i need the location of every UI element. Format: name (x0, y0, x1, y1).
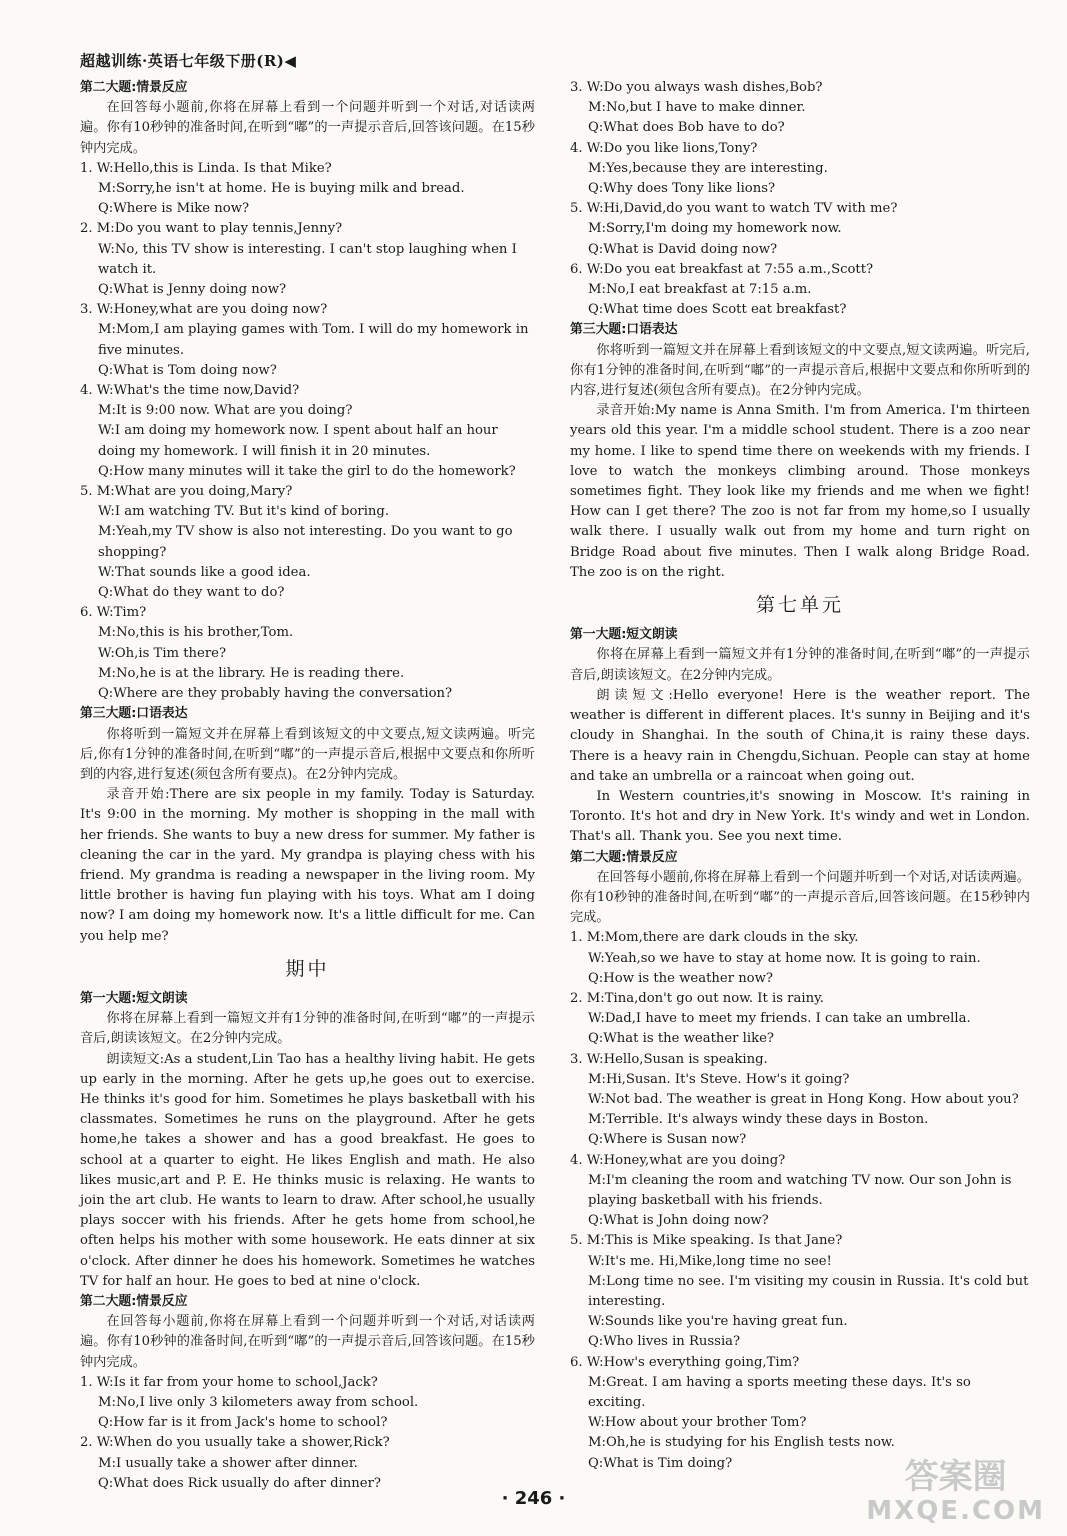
dialogue-line: Q:What is Jenny doing now? (98, 282, 287, 298)
section-heading: 第二大题:情景反应 (570, 849, 678, 865)
question-line: 3. W:Do you always wash dishes,Bob? (570, 80, 823, 95)
paragraph: 你将听到一篇短文并在屏幕上看到该短文的中文要点,短文读两遍。听完后,你有1分钟的准备时间,在听到“嘟”的一声提示音后,根据中文要点和你所听到的内容,进行复述(须包含所有要点)。在2分钟内完成。 (80, 726, 535, 782)
question-line: 5. M:This is Mike speaking. Is that Jane? (570, 1233, 843, 1249)
question-line: 4. W:What's the time now,David? (80, 383, 300, 399)
section-heading: 第一大题:短文朗读 (570, 627, 678, 643)
dialogue-line: M:Yes,because they are interesting. (588, 160, 828, 176)
dialogue-line: W:I am doing my homework now. I spent about half an hour doing my homework. I will finish it in 20 minutes. (98, 423, 498, 459)
dialogue-line: W:Sounds like you're having great fun. (588, 1314, 848, 1330)
dialogue-line: M:No,he is at the library. He is reading there. (98, 665, 405, 681)
dialogue-line: Q:What does Rick usually do after dinner? (98, 1475, 381, 1491)
dialogue-line: W:Not bad. The weather is great in Hong Kong. How about you? (588, 1091, 1019, 1107)
paragraph: 录音开始:There are six people in my family. Today is Saturday. It's 9:00 in the morning. My mother is shopping in the mall with her friends. She wants to buy a new dress for summer. My father is cleaning the car in the yard. My grandpa is playing chess with his friend. My grandma is reading a newspaper in the living room. My little brother is having fun playing with his toys. What am I doing now? I am doing my homework now. It's a little difficult for me. Can you help me? (80, 787, 535, 944)
dialogue-line: M:I usually take a shower after dinner. (98, 1455, 358, 1471)
dialogue-line: Q:What is John doing now? (588, 1213, 769, 1229)
dialogue-line: M:Oh,he is studying for his English tests now. (588, 1435, 895, 1451)
question-line: 5. W:Hi,David,do you want to watch TV with me? (570, 201, 898, 217)
question-line: 2. M:Do you want to play tennis,Jenny? (80, 221, 343, 237)
dialogue-line: Q:What does Bob have to do? (588, 120, 785, 136)
dialogue-line: W:Yeah,so we have to stay at home now. It is going to rain. (588, 950, 981, 966)
dialogue-line: M:Mom,I am playing games with Tom. I will do my homework in five minutes. (98, 322, 529, 358)
dialogue-line: W:That sounds like a good idea. (98, 564, 311, 580)
question-line: 6. W:Tim? (80, 605, 147, 621)
dialogue-line: W:How about your brother Tom? (588, 1415, 807, 1431)
question-line: 6. W:How's everything going,Tim? (570, 1354, 800, 1370)
unit-title: 第七单元 (755, 594, 844, 617)
paragraph: In Western countries,it's snowing in Moscow. It's raining in Toronto. It's hot and dry in New York. It's windy and wet in London. That's all. Thank you. See you next time. (570, 788, 1030, 845)
watermark-top: 答案圈 (904, 1457, 1007, 1497)
question-line: 6. W:Do you eat breakfast at 7:55 a.m.,Scott? (570, 261, 874, 277)
dialogue-line: Q:Where is Susan now? (588, 1132, 747, 1148)
running-header: 超越训练·英语七年级下册(R)◀ (80, 52, 297, 70)
dialogue-line: M:Hi,Susan. It's Steve. How's it going? (588, 1071, 850, 1087)
watermark-bottom: MXQE.COM (866, 1496, 1045, 1526)
dialogue-line: Q:How many minutes will it take the girl to do the homework? (98, 463, 516, 479)
paragraph: 朗读短文:Hello everyone! Here is the weather report. The weather is different in different places. It's sunny in Beijing and it's cloudy in Shanghai. In the south of China,it is rainy these days. There is a heavy rain in Chengdu,Sichuan. People can stay at home and take an umbrella or a raincoat when going out. (570, 687, 1030, 784)
question-line: 5. M:What are you doing,Mary? (80, 484, 293, 500)
paragraph: 你将听到一篇短文并在屏幕上看到该短文的中文要点,短文读两遍。听完后,你有1分钟的准备时间,在听到“嘟”的一声提示音后,根据中文要点和你所听到的内容,进行复述(须包含所有要点)。在2分钟内完成。 (570, 342, 1030, 399)
section-heading: 第二大题:情景反应 (80, 1293, 188, 1309)
dialogue-line: M:Great. I am having a sports meeting these days. It's so exciting. (588, 1374, 971, 1410)
dialogue-line: W:Oh,is Tim there? (98, 645, 227, 661)
dialogue-line: W:I am watching TV. But it's kind of boring. (98, 504, 390, 520)
dialogue-line: M:Long time no see. I'm visiting my cousin in Russia. It's cold but interesting. (588, 1273, 1029, 1309)
dialogue-line: W:Dad,I have to meet my friends. I can take an umbrella. (588, 1011, 971, 1027)
paragraph: 在回答每小题前,你将在屏幕上看到一个问题并听到一个对话,对话读两遍。你有10秒钟的准备时间,在听到“嘟”的一声提示音后,回答该问题。在15秒钟内完成。 (80, 100, 535, 156)
dialogue-line: Q:How far is it from Jack's home to school? (98, 1415, 388, 1431)
dialogue-line: Q:What time does Scott eat breakfast? (588, 302, 847, 318)
dialogue-line: M:Sorry,I'm doing my homework now. (588, 221, 842, 237)
dialogue-line: M:Terrible. It's always windy these days in Boston. (588, 1112, 929, 1128)
unit-title: 期中 (285, 957, 330, 980)
dialogue-line: Q:Who lives in Russia? (588, 1334, 741, 1350)
paragraph: 在回答每小题前,你将在屏幕上看到一个问题并听到一个对话,对话读两遍。你有10秒钟的准备时间,在听到“嘟”的一声提示音后,回答该问题。在15秒钟内完成。 (80, 1314, 535, 1370)
question-line: 4. W:Do you like lions,Tony? (570, 140, 758, 156)
question-line: 1. W:Hello,this is Linda. Is that Mike? (80, 160, 332, 176)
question-line: 4. W:Honey,what are you doing? (570, 1152, 786, 1168)
question-line: 2. M:Tina,don't go out now. It is rainy. (570, 990, 824, 1006)
paragraph: 在回答每小题前,你将在屏幕上看到一个问题并听到一个对话,对话读两遍。你有10秒钟的准备时间,在听到“嘟”的一声提示音后,回答该问题。在15秒钟内完成。 (570, 869, 1030, 926)
dialogue-line: M:It is 9:00 now. What are you doing? (98, 403, 353, 419)
dialogue-line: M:I'm cleaning the room and watching TV now. Our son John is playing basketball with his friends. (588, 1172, 1012, 1208)
paragraph: 你将在屏幕上看到一篇短文并有1分钟的准备时间,在听到“嘟”的一声提示音后,朗读该短文。在2分钟内完成。 (570, 647, 1030, 683)
question-line: 1. M:Mom,there are dark clouds in the sky. (570, 930, 859, 946)
dialogue-line: Q:What is Tim doing? (588, 1455, 733, 1471)
section-heading: 第一大题:短文朗读 (80, 990, 188, 1006)
dialogue-line: Q:What is the weather like? (588, 1031, 774, 1047)
dialogue-line: W:No, this TV show is interesting. I can't stop laughing when I watch it. (98, 241, 517, 277)
section-heading: 第二大题:情景反应 (80, 80, 188, 95)
dialogue-line: M:Yeah,my TV show is also not interesting. Do you want to go shopping? (98, 524, 513, 560)
dialogue-line: Q:What is David doing now? (588, 241, 778, 257)
dialogue-line: M:No,but I have to make dinner. (588, 100, 806, 116)
dialogue-line: Q:What is Tom doing now? (98, 362, 277, 378)
right-column (570, 78, 1030, 1474)
left-column (80, 78, 535, 1494)
dialogue-line: Q:Where are they probably having the conversation? (98, 686, 453, 702)
dialogue-line: M:No,this is his brother,Tom. (98, 625, 294, 641)
section-heading: 第三大题:口语表达 (80, 706, 188, 722)
dialogue-line: Q:Where is Mike now? (98, 201, 250, 217)
page-number: · 246 · (501, 1488, 566, 1509)
paragraph: 你将在屏幕上看到一篇短文并有1分钟的准备时间,在听到“嘟”的一声提示音后,朗读该短文。在2分钟内完成。 (80, 1011, 535, 1047)
question-line: 3. W:Honey,what are you doing now? (80, 302, 328, 318)
question-line: 2. W:When do you usually take a shower,Rick? (80, 1435, 390, 1451)
dialogue-line: Q:How is the weather now? (588, 970, 773, 986)
dialogue-line: M:No,I eat breakfast at 7:15 a.m. (588, 282, 812, 298)
dialogue-line: M:No,I live only 3 kilometers away from school. (98, 1395, 419, 1410)
paragraph: 朗读短文:As a student,Lin Tao has a healthy living habit. He gets up early in the morning. After he gets up,he goes out to exercise. He thinks it's good for him. Sometimes he plays basketball with his classmates. Sometimes he runs on the playground. After he gets home,he takes a shower and has a good breakfast. He goes to school at a quarter to eight. He likes English and math. He also likes music,art and P. E. He thinks music is relaxing. He wants to join the art club. He wants to learn to draw. After school,he usually plays soccer with his friends. After he gets home from school,he often helps his mother with some housework. He eats dinner at six o'clock. After dinner he does his homework. Sometimes he watches TV for half an hour. He goes to bed at nine o'clock. (80, 1051, 535, 1289)
dialogue-line: Q:Why does Tony like lions? (588, 181, 776, 197)
question-line: 1. W:Is it far from your home to school,Jack? (80, 1374, 378, 1390)
section-heading: 第三大题:口语表达 (570, 322, 678, 338)
watermark-logo (866, 1457, 1045, 1528)
paragraph: 录音开始:My name is Anna Smith. I'm from America. I'm thirteen years old this year. I'm a middle school student. There is a zoo near my home. I like to spend time there on weekends with my friends. I love to watch the monkeys climbing around. Those monkeys sometimes fight. They look like my friends and me when we fight! How can I get there? The zoo is not far from my home,so I usually walk there. I usually walk out from my home and turn right on Bridge Road about five minutes. Then I walk along Bridge Road. The zoo is on the right. (570, 403, 1030, 580)
question-line: 3. W:Hello,Susan is speaking. (570, 1051, 768, 1067)
dialogue-line: Q:What do they want to do? (98, 585, 285, 601)
dialogue-line: M:Sorry,he isn't at home. He is buying milk and bread. (98, 181, 465, 197)
dialogue-line: W:It's me. Hi,Mike,long time no see! (588, 1253, 832, 1269)
